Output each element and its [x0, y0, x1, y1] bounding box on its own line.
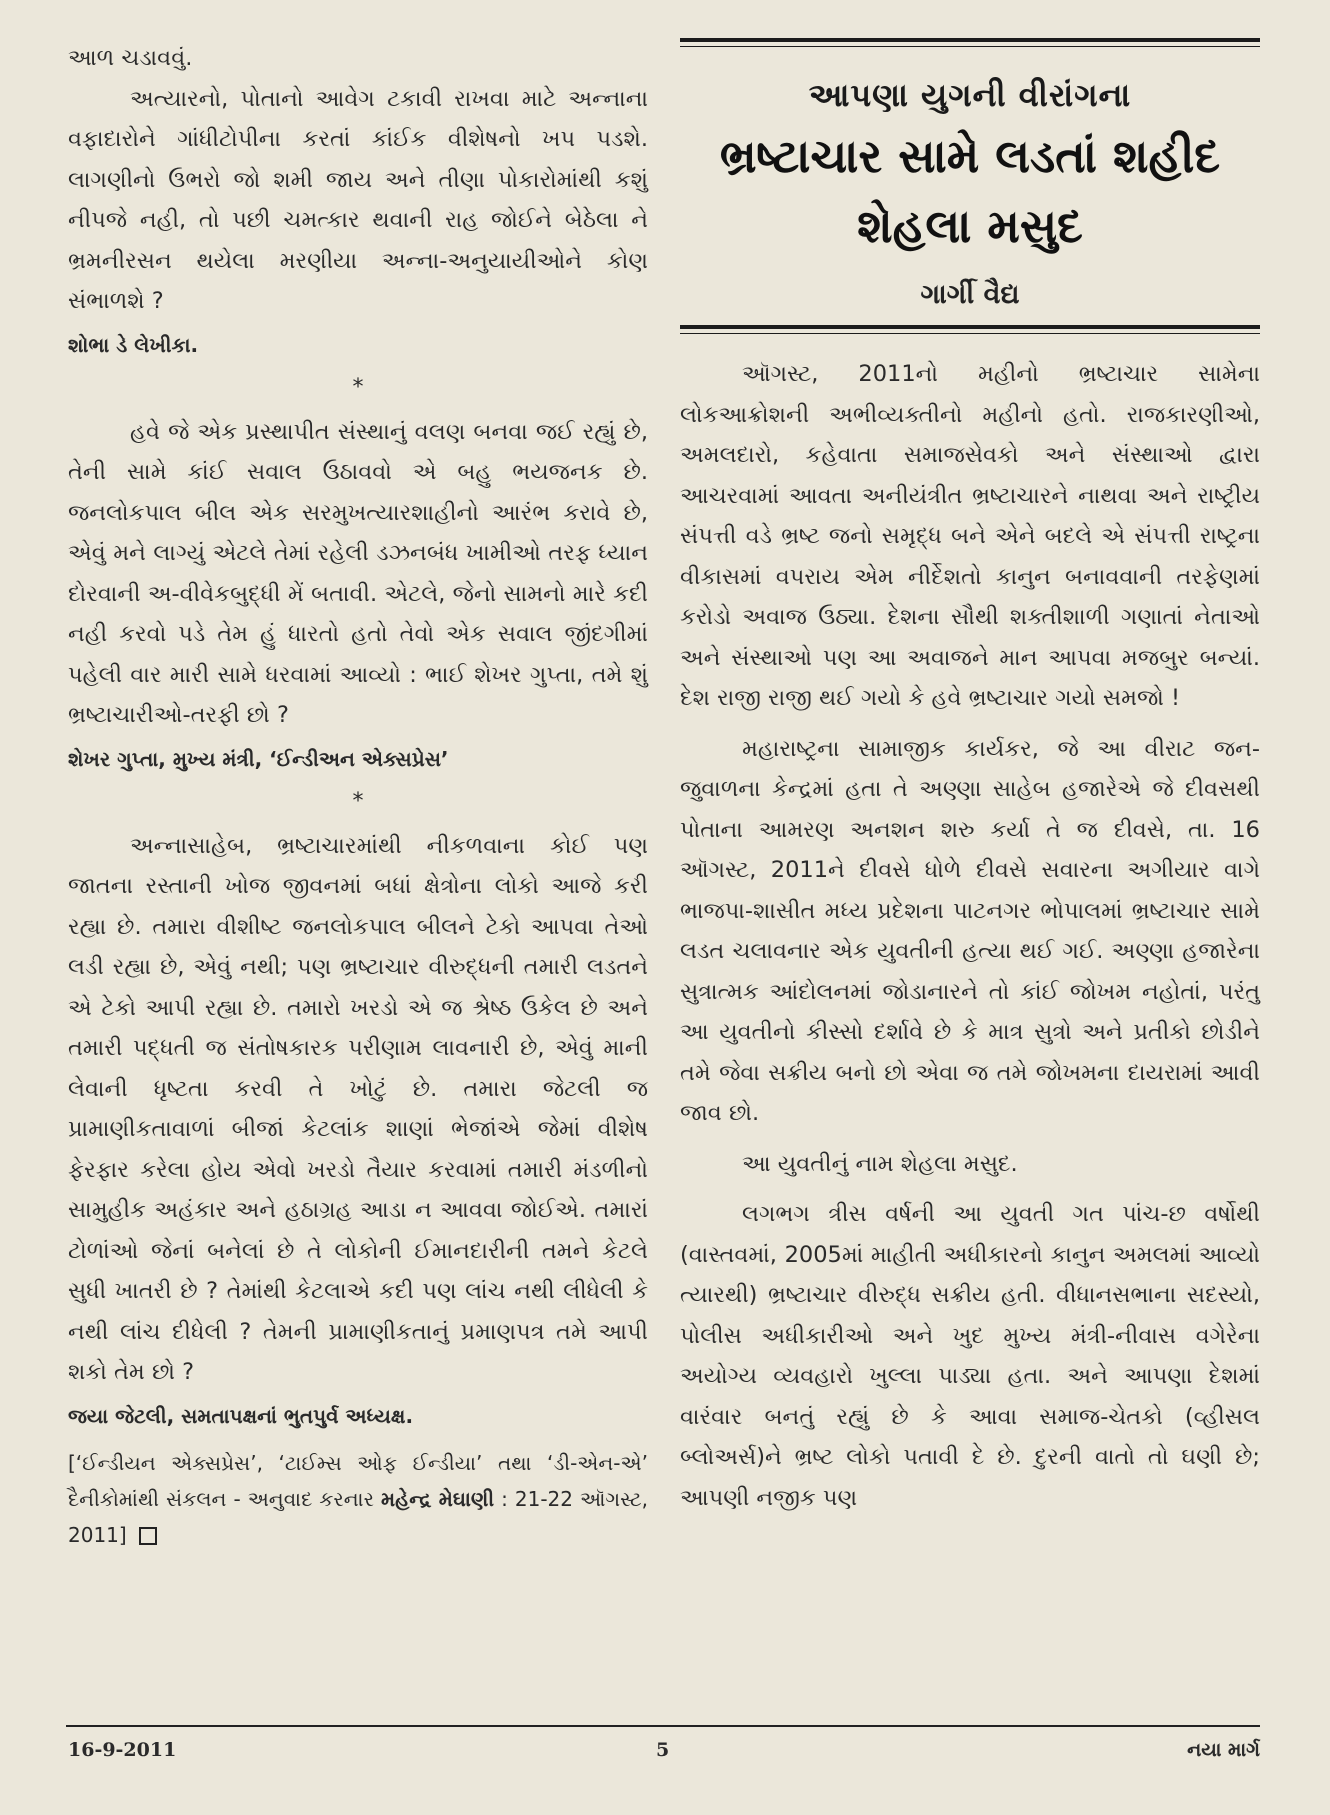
author-name: ગાર્ગી વૈદ્ય [920, 279, 1020, 310]
bottom-rule [680, 325, 1260, 334]
left-column [68, 38, 648, 1553]
page-number: 5 [656, 1739, 670, 1761]
headline-line-2: શેહલા મસુદ [857, 199, 1083, 253]
paragraph: મહારાષ્ટ્રના સામાજીક કાર્યકર, જે આ વીરાટ જન-જુવાળના કેન્દ્રમાં હતા તે અણ્ણા સાહેબ હજારેએ જે દીવસથી પોતાના આમરણ અનશન શરુ કર્યા તે જ દીવસે, તા. 16 ઑગસ્ટ, 2011ને દીવસે ધોળે દીવસે સવારના અગીયાર વાગે ભાજપા-શાસીત મધ્ય પ્રદેશના પાટનગર ભોપાલમાં ભ્રષ્ટાચાર સામે લડત ચલાવનાર એક યુવતીની હત્યા થઈ ગઈ. અણ્ણા હજારેના સુત્રાત્મક આંદોલનમાં જોડાનારને તો કાંઈ જોખમ નહોતાં, પરંતુ આ યુવતીનો કીસ્સો દર્શાવે છે કે માત્ર સુત્રો અને પ્રતીકો છોડીને તમે જેવા સક્રીય બનો છો એવા જ તમે જોખમના દાયરામાં આવી જાવ છો. [680, 735, 1260, 1126]
section-separator: * [352, 788, 364, 814]
paragraph: આ યુવતીનું નામ શેહલા મસુદ. [742, 1150, 1018, 1177]
paragraph: ઑગસ્ટ, 2011નો મહીનો ભ્રષ્ટાચાર સામેના લોકઆક્રોશની અભીવ્યક્તીનો મહીનો હતો. રાજકારણીઓ, અમલદારો, કહેવાતા સમાજસેવકો અને સંસ્થાઓ દ્વારા આચરવામાં આવતા અનીયંત્રીત ભ્રષ્ટાચારને નાથવા અને રાષ્ટ્રીય સંપત્તી વડે ભ્રષ્ટ જનો સમૃદ્ધ બને એને બદલે એ સંપત્તી રાષ્ટ્રના વીકાસમાં વપરાય એમ નીર્દેશતો કાનુન બનાવવાની તરફેણમાં કરોડો અવાજ ઉઠ્યા. દેશના સૌથી શક્તીશાળી ગણાતાં નેતાઓ અને સંસ્થાઓ પણ આ અવાજને માન આપવા મજબુર બન્યાં. દેશ રાજી રાજી થઈ ગયો કે હવે ભ્રષ્ટાચાર ગયો સમજો ! [680, 361, 1260, 711]
issue-date: 16-9-2011 [68, 1739, 177, 1761]
quote-signature: જયા જેટલી, સમતાપક્ષનાં ભુતપુર્વ અધ્યક્ષ. [68, 1403, 414, 1428]
source-note-date: : 21-22 ઑગસ્ટ, 2011] [68, 1486, 648, 1547]
page-footer [66, 1725, 1260, 1767]
paragraph: લગભગ ત્રીસ વર્ષની આ યુવતી ગત પાંચ-છ વર્ષોથી (વાસ્તવમાં, 2005માં માહીતી અધીકારનો કાનુન અમલમાં આવ્યો ત્યારથી) ભ્રષ્ટાચાર વીરુદ્ધ સક્રીય હતી. વીધાનસભાના સદસ્યો, પોલીસ અધીકારીઓ અને ખુદ મુખ્ય મંત્રી-નીવાસ વગેરેના અયોગ્ય વ્યવહારો ખુલ્લા પાડ્યા હતા. અને આપણા દેશમાં વારંવાર બનતું રહ્યું છે કે આવા સમાજ-ચેતકો (વ્હીસલ બ્લોઅર્સ)ને ભ્રષ્ટ લોકો પતાવી દે છે. દુરની વાતો તો ઘણી છે; આપણી નજીક પણ [680, 1201, 1260, 1511]
paragraph: અન્નાસાહેબ, ભ્રષ્ટાચારમાંથી નીકળવાના કોઈ પણ જાતના રસ્તાની ખોજ જીવનમાં બધાં ક્ષેત્રોના લોકો આજે કરી રહ્યા છે. તમારા વીશીષ્ટ જનલોકપાલ બીલને ટેકો આપવા તેઓ લડી રહ્યા છે, એવું નથી; પણ ભ્રષ્ટાચાર વીરુદ્ધની તમારી લડતને એ ટેકો આપી રહ્યા છે. તમારો ખરડો એ જ શ્રેષ્ઠ ઉકેલ છે અને તમારી પદ્ધતી જ સંતોષકારક પરીણામ લાવનારી છે, એવું માની લેવાની ધૃષ્ટતા કરવી તે ખોટું છે. તમારા જેટલી જ પ્રામાણીકતાવાળાં બીજાં કેટલાંક શાણાં ભેજાંએ જેમાં વીશેષ ફેરફાર કરેલા હોય એવો ખરડો તૈયાર કરવામાં તમારી મંડળીનો સામુહીક અહંકાર અને હઠાગ્રહ આડા ન આવવા જોઈએ. તમારાં ટોળાંઓ જેનાં બનેલાં છે તે લોકોની ઈમાનદારીની તમને કેટલે સુધી ખાતરી છે ? તેમાંથી કેટલાએ કદી પણ લાંચ નથી લીધેલી કે નથી લાંચ દીધેલી ? તેમની પ્રામાણીકતાનું પ્રમાણપત્ર તમે આપી શકો તેમ છો ? [68, 832, 648, 1385]
section-separator: * [352, 374, 364, 400]
translator-name: મહેન્દ્ર મેઘાણી [380, 1486, 495, 1511]
kicker: આપણા યુગની વીરાંગના [808, 76, 1132, 114]
source-note [68, 1445, 648, 1553]
paragraph: આળ ચડાવવું. [68, 45, 193, 71]
paragraph: હવે જે એક પ્રસ્થાપીત સંસ્થાનું વલણ બનવા જઈ રહ્યું છે, તેની સામે કાંઈ સવાલ ઉઠાવવો એ બહુ ભયજનક છે. જનલોકપાલ બીલ એક સરમુખત્યારશાહીનો આરંભ કરાવે છે, એવું મને લાગ્યું એટલે તેમાં રહેલી ડઝનબંધ ખામીઓ તરફ ધ્યાન દોરવાની અ-વીવેકબુદ્ધી મેં બતાવી. એટલે, જેનો સામનો મારે કદી નહી કરવો પડે તેમ હું ધારતો હતો તેવો એક સવાલ જીંદગીમાં પહેલી વાર મારી સામે ધરવામાં આવ્યો : ભાઈ શેખર ગુપ્તા, તમે શું ભ્રષ્ટાચારીઓ-તરફી છો ? [68, 418, 648, 728]
end-mark-icon [139, 1527, 157, 1545]
top-rule [680, 38, 1260, 47]
article-heading [680, 47, 1260, 325]
magazine-name: નયા માર્ગ [1187, 1739, 1260, 1761]
article-body [680, 354, 1260, 1518]
quote-signature: શેખર ગુપ્તા, મુખ્ય મંત્રી, ‘ઈન્ડીઅન એક્સપ્રેસ’ [68, 746, 449, 771]
source-note-text: [‘ઈન્ડીયન એક્સપ્રેસ’, ‘ટાઈમ્સ ઓફ ઈન્ડીયા’ તથા ‘ડી-એન-એ’ દૈનીકોમાંથી સંકલન - અનુવાદ કરનાર [68, 1450, 648, 1511]
headline-line-1: ભ્રષ્ટાચાર સામે લડતાં શહીદ [719, 129, 1221, 183]
paragraph: અત્યારનો, પોતાનો આવેગ ટકાવી રાખવા માટે અન્નાના વફાદારોને ગાંધીટોપીના કરતાં કાંઈક વીશેષનો ખપ પડશે. લાગણીનો ઉભરો જો શમી જાય અને તીણા પોકારોમાંથી કશું નીપજે નહી, તો પછી ચમત્કાર થવાની રાહ જોઈને બેઠેલા ને ભ્રમનીરસન થયેલા મરણીયા અન્ના-અનુયાયીઓને કોણ સંભાળશે ? [68, 85, 648, 314]
quote-signature: શોભા ડે લેખીકા. [68, 332, 199, 357]
right-column [680, 38, 1260, 1528]
